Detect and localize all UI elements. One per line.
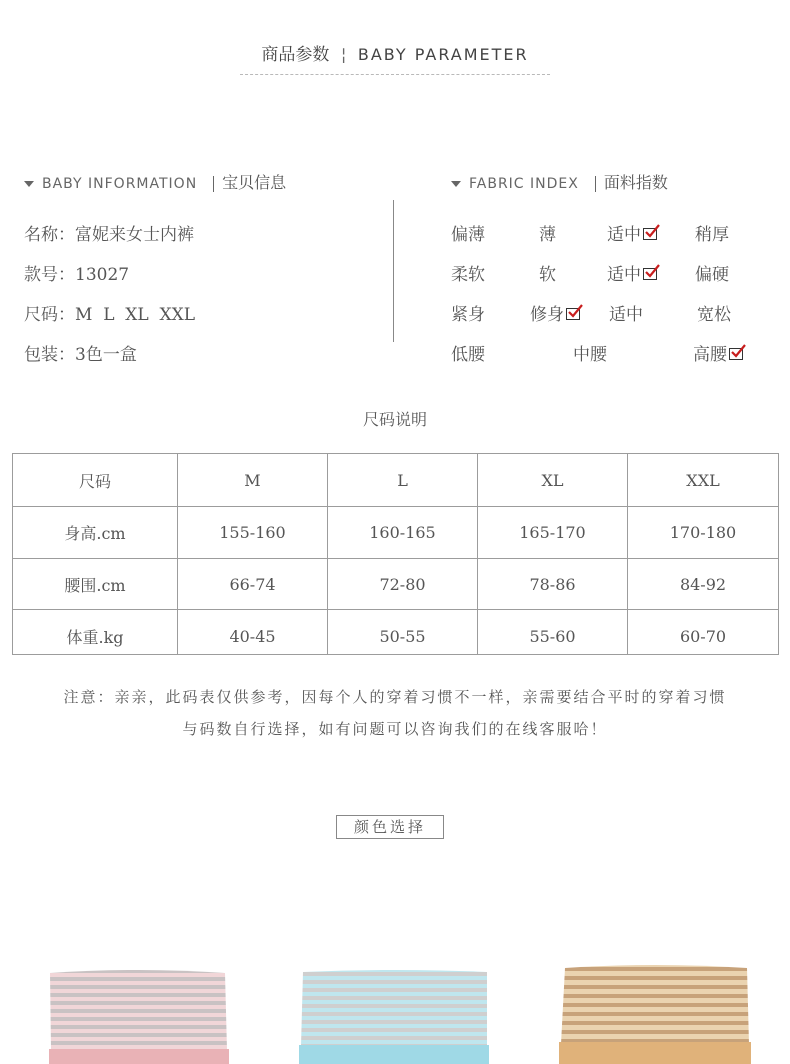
table-cell: 78-86 bbox=[478, 559, 628, 610]
checkbox-checked-icon bbox=[643, 268, 657, 280]
fabric-option-checked: 适中 bbox=[607, 220, 657, 245]
fabric-option: 稍厚 bbox=[695, 225, 729, 245]
header-title-cn: 商品参数 bbox=[261, 45, 330, 65]
orange-underwear-image bbox=[555, 962, 755, 1064]
table-header-row bbox=[13, 454, 779, 507]
fabric-option-checked: 修身 bbox=[530, 300, 580, 325]
baby-info-title-cn: 宝贝信息 bbox=[222, 173, 287, 192]
fabric-option: 中腰 bbox=[573, 345, 607, 365]
pink-underwear-image bbox=[45, 965, 235, 1064]
fabric-option: 偏硬 bbox=[695, 265, 729, 285]
info-row-style: 款号：13027 bbox=[24, 265, 130, 285]
vertical-divider bbox=[393, 200, 394, 342]
table-cell: 体重.kg bbox=[13, 610, 178, 655]
fabric-option: 偏薄 bbox=[451, 225, 485, 245]
header-separator: ¦ bbox=[340, 45, 347, 65]
table-cell: 身高.cm bbox=[13, 507, 178, 559]
info-row-size: 尺码：M L XL XXL bbox=[24, 305, 196, 325]
header-underline bbox=[240, 74, 550, 75]
fabric-title-en: FABRIC INDEX bbox=[469, 176, 579, 192]
table-cell: 66-74 bbox=[178, 559, 328, 610]
table-header-cell: XXL bbox=[628, 454, 779, 507]
table-cell: 50-55 bbox=[328, 610, 478, 655]
checkbox-checked-icon bbox=[643, 228, 657, 240]
size-chart-title: 尺码说明 bbox=[362, 410, 427, 429]
table-cell: 40-45 bbox=[178, 610, 328, 655]
header-title-en: BABY PARAMETER bbox=[357, 45, 529, 64]
blue-underwear-image bbox=[297, 968, 492, 1064]
table-header-cell: 尺码 bbox=[13, 454, 178, 507]
size-note-line2: 与码数自行选择，如有问题可以咨询我们的在线客服哈！ bbox=[182, 720, 608, 738]
table-cell: 55-60 bbox=[478, 610, 628, 655]
title-divider bbox=[595, 176, 596, 192]
fabric-index-title bbox=[451, 170, 668, 193]
table-cell: 160-165 bbox=[328, 507, 478, 559]
table-cell: 84-92 bbox=[628, 559, 779, 610]
table-row bbox=[13, 610, 779, 655]
fabric-title-cn: 面料指数 bbox=[603, 173, 668, 192]
checkbox-checked-icon bbox=[566, 308, 580, 320]
color-select-label: 颜色选择 bbox=[336, 815, 444, 839]
table-cell: 165-170 bbox=[478, 507, 628, 559]
table-header-cell: XL bbox=[478, 454, 628, 507]
title-divider bbox=[213, 176, 214, 192]
fabric-option-checked: 适中 bbox=[607, 260, 657, 285]
fabric-option-checked: 高腰 bbox=[693, 340, 743, 365]
baby-info-title bbox=[24, 170, 286, 193]
info-row-name: 名称：富妮来女士内裤 bbox=[24, 225, 194, 245]
checkbox-checked-icon bbox=[729, 348, 743, 360]
fabric-option: 软 bbox=[539, 265, 556, 285]
table-cell: 72-80 bbox=[328, 559, 478, 610]
baby-info-title-en: BABY INFORMATION bbox=[42, 176, 198, 192]
triangle-down-icon bbox=[24, 181, 34, 187]
fabric-option: 宽松 bbox=[697, 305, 731, 325]
table-header-cell: L bbox=[328, 454, 478, 507]
section-header bbox=[0, 40, 790, 65]
table-cell: 170-180 bbox=[628, 507, 779, 559]
table-row bbox=[13, 507, 779, 559]
table-header-cell: M bbox=[178, 454, 328, 507]
fabric-option: 紧身 bbox=[451, 305, 485, 325]
fabric-option: 适中 bbox=[609, 305, 643, 325]
triangle-down-icon bbox=[451, 181, 461, 187]
size-table bbox=[12, 453, 779, 655]
table-cell: 155-160 bbox=[178, 507, 328, 559]
info-row-package: 包装：3色一盒 bbox=[24, 345, 137, 365]
fabric-option: 柔软 bbox=[451, 265, 485, 285]
size-note-line1: 注意：亲亲，此码表仅供参考，因每个人的穿着习惯不一样，亲需要结合平时的穿着习惯 bbox=[63, 688, 727, 706]
table-cell: 60-70 bbox=[628, 610, 779, 655]
fabric-option: 低腰 bbox=[451, 345, 485, 365]
table-cell: 腰围.cm bbox=[13, 559, 178, 610]
fabric-option: 薄 bbox=[539, 225, 556, 245]
table-row bbox=[13, 559, 779, 610]
